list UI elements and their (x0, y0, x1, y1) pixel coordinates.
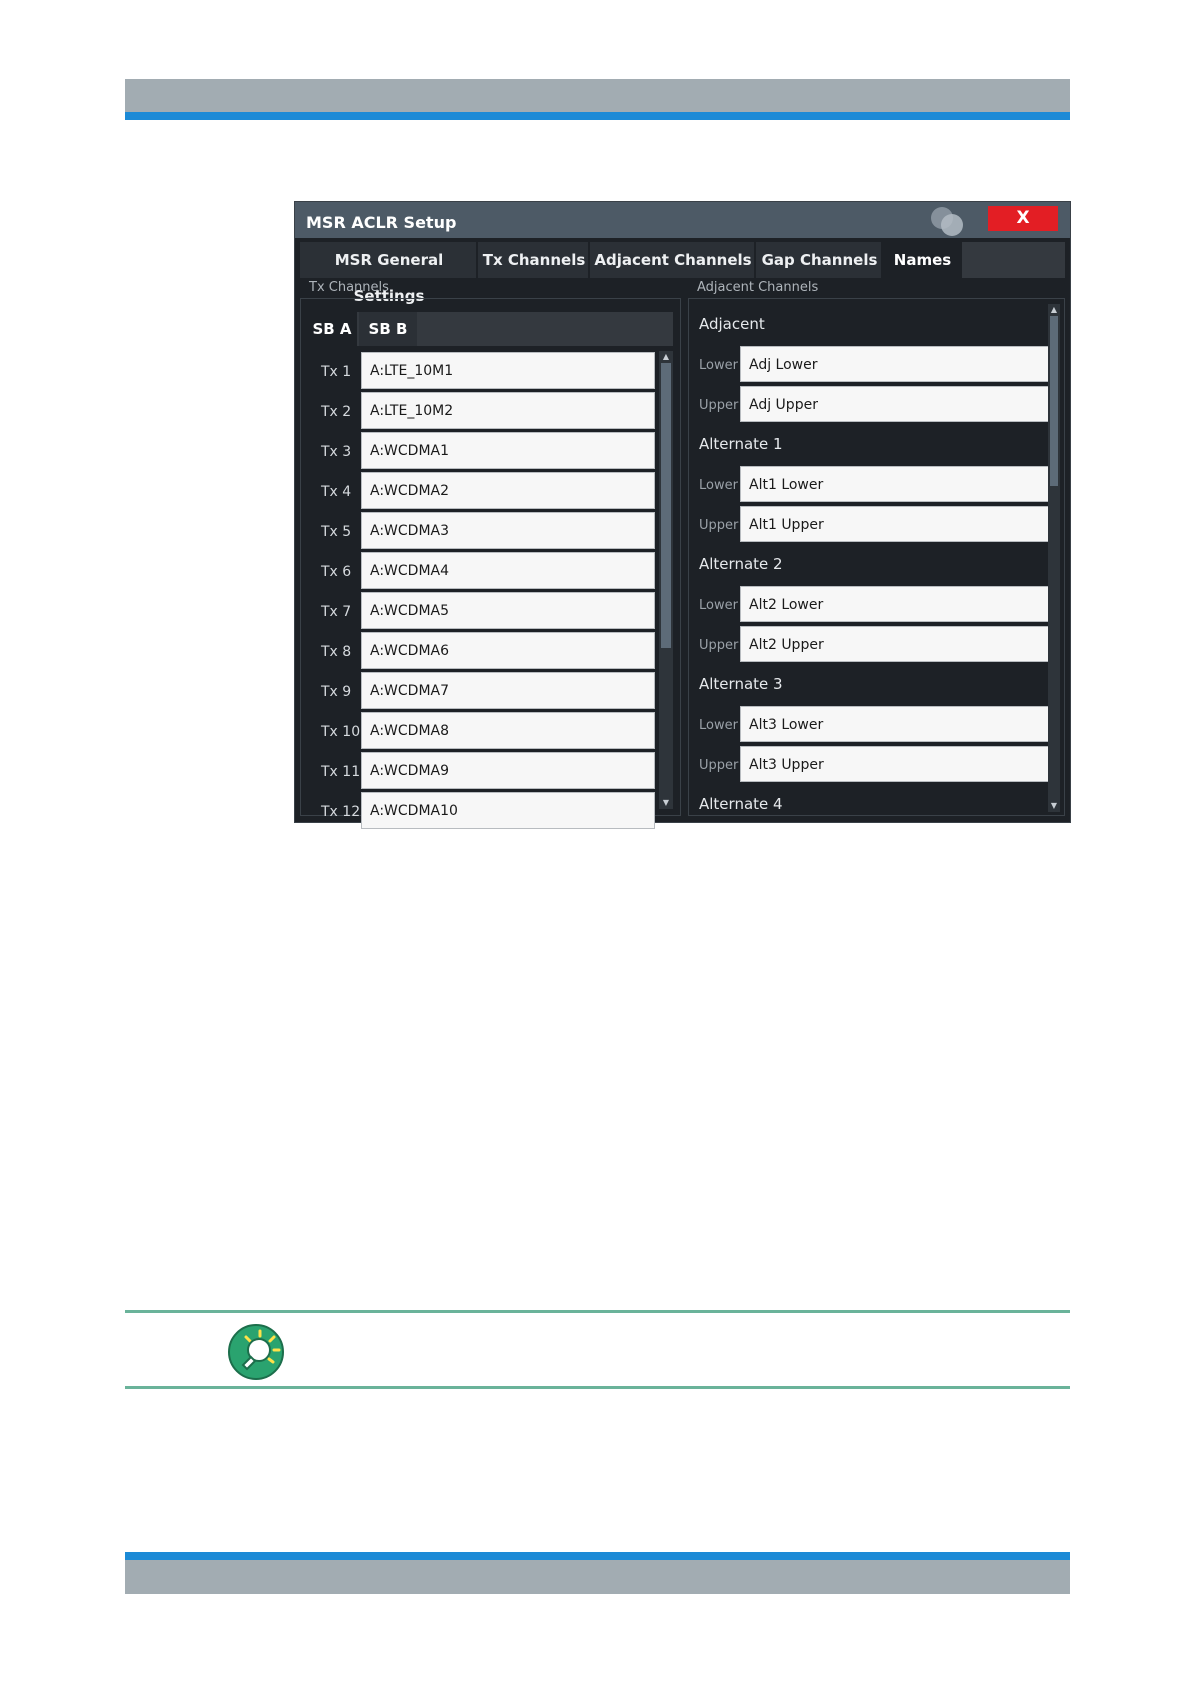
tx-name-input[interactable]: A:WCDMA3 (361, 512, 655, 549)
tab-names[interactable]: Names (883, 242, 962, 278)
tab-bar (300, 242, 1065, 305)
tx-row (307, 431, 657, 471)
tx-row-label: Tx 11 (321, 764, 361, 780)
alternate-2-section-title: Alternate 2 (699, 555, 783, 573)
tx-row (307, 751, 657, 791)
adj-row-label: Upper (699, 758, 739, 773)
alt2-lower-input[interactable]: Alt2 Lower (740, 586, 1050, 622)
page-footer-bar (125, 1560, 1070, 1594)
tx-row (307, 591, 657, 631)
adjacent-scrollbar[interactable] (1048, 304, 1060, 812)
adjacent-section-title: Adjacent (699, 315, 765, 333)
help-circles-icon[interactable] (931, 207, 967, 237)
alt3-lower-input[interactable]: Alt3 Lower (740, 706, 1050, 742)
tx-row-label: Tx 12 (321, 804, 361, 820)
tx-name-input[interactable]: A:WCDMA8 (361, 712, 655, 749)
tx-name-input[interactable]: A:WCDMA5 (361, 592, 655, 629)
adj-row (690, 464, 1046, 504)
tx-name-input[interactable]: A:LTE_10M1 (361, 352, 655, 389)
adjacent-channels-panel-label: Adjacent Channels (697, 280, 819, 295)
tx-row (307, 511, 657, 551)
tx-row (307, 631, 657, 671)
tx-row-label: Tx 4 (321, 484, 352, 500)
adj-row-label: Upper (699, 638, 739, 653)
adj-row (690, 704, 1046, 744)
tx-row-label: Tx 8 (321, 644, 352, 660)
tx-channels-panel (300, 280, 681, 820)
page-header-bar (125, 79, 1070, 112)
tx-row-label: Tx 1 (321, 364, 352, 380)
adj-row-label: Upper (699, 518, 739, 533)
tab-tx-channels[interactable]: Tx Channels (478, 242, 590, 278)
tx-name-input[interactable]: A:WCDMA7 (361, 672, 655, 709)
tx-name-input[interactable]: A:WCDMA1 (361, 432, 655, 469)
lightbulb-icon (227, 1323, 285, 1381)
tx-scrollbar-thumb[interactable] (661, 363, 671, 648)
tx-channels-panel-label: Tx Channels (309, 280, 389, 295)
tab-msr-general-settings[interactable]: MSR General Settings (300, 242, 478, 278)
close-icon: X (1016, 208, 1030, 228)
tx-row-label: Tx 10 (321, 724, 361, 740)
tx-name-input[interactable]: A:LTE_10M2 (361, 392, 655, 429)
alt1-upper-input[interactable]: Alt1 Upper (740, 506, 1050, 542)
tab-gap-channels[interactable]: Gap Channels (756, 242, 883, 278)
alt2-upper-input[interactable]: Alt2 Upper (740, 626, 1050, 662)
tx-row (307, 391, 657, 431)
alt1-lower-input[interactable]: Alt1 Lower (740, 466, 1050, 502)
alternate-4-section-title: Alternate 4 (699, 795, 783, 813)
adj-row (690, 384, 1046, 424)
page-header-accent-line (125, 112, 1070, 120)
adj-row-label: Lower (699, 598, 738, 613)
alternate-3-section-title: Alternate 3 (699, 675, 783, 693)
msr-aclr-setup-dialog (295, 202, 1070, 822)
tx-name-input[interactable]: A:WCDMA9 (361, 752, 655, 789)
adj-row (690, 344, 1046, 384)
tx-name-input[interactable]: A:WCDMA4 (361, 552, 655, 589)
page-footer-accent-line (125, 1552, 1070, 1560)
adj-row (690, 504, 1046, 544)
adj-row-label: Lower (699, 478, 738, 493)
tx-name-input[interactable]: A:WCDMA2 (361, 472, 655, 509)
tx-row-label: Tx 2 (321, 404, 352, 420)
dialog-titlebar (295, 202, 1070, 238)
alt3-upper-input[interactable]: Alt3 Upper (740, 746, 1050, 782)
tx-scrollbar[interactable] (659, 351, 673, 809)
alternate-1-section-title: Alternate 1 (699, 435, 783, 453)
subtab-sb-b[interactable]: SB B (359, 312, 417, 346)
scroll-up-arrow-icon[interactable]: ▲ (1050, 305, 1058, 314)
subblock-tab-bar (307, 312, 673, 346)
adj-row (690, 744, 1046, 784)
adj-row (690, 624, 1046, 664)
adj-row-label: Lower (699, 718, 738, 733)
scroll-down-arrow-icon[interactable]: ▼ (662, 798, 670, 807)
adjacent-rows-viewport (690, 304, 1046, 812)
tab-adjacent-channels[interactable]: Adjacent Channels (590, 242, 756, 278)
scroll-up-arrow-icon[interactable]: ▲ (662, 352, 670, 361)
dialog-title: MSR ACLR Setup (306, 213, 457, 232)
tx-row-label: Tx 3 (321, 444, 352, 460)
subtab-sb-a[interactable]: SB A (307, 312, 357, 346)
tx-row-label: Tx 9 (321, 684, 352, 700)
tx-row-label: Tx 7 (321, 604, 352, 620)
tx-row (307, 671, 657, 711)
tx-row-label: Tx 6 (321, 564, 352, 580)
tx-name-input[interactable]: A:WCDMA10 (361, 792, 655, 829)
tx-row (307, 791, 657, 831)
adjacent-channels-panel (688, 280, 1065, 816)
scroll-down-arrow-icon[interactable]: ▼ (1050, 801, 1058, 810)
tx-row-label: Tx 5 (321, 524, 352, 540)
adj-row-label: Upper (699, 398, 739, 413)
tx-row (307, 551, 657, 591)
adjacent-scrollbar-thumb[interactable] (1050, 316, 1058, 486)
tx-name-input[interactable]: A:WCDMA6 (361, 632, 655, 669)
adj-lower-input[interactable]: Adj Lower (740, 346, 1050, 382)
adj-row-label: Lower (699, 358, 738, 373)
adj-row (690, 584, 1046, 624)
close-button[interactable] (988, 206, 1058, 231)
tx-row (307, 711, 657, 751)
note-bottom-rule (125, 1386, 1070, 1389)
adj-upper-input[interactable]: Adj Upper (740, 386, 1050, 422)
tx-rows-viewport (307, 351, 657, 820)
tx-row (307, 471, 657, 511)
tx-row (307, 351, 657, 391)
note-top-rule (125, 1310, 1070, 1313)
